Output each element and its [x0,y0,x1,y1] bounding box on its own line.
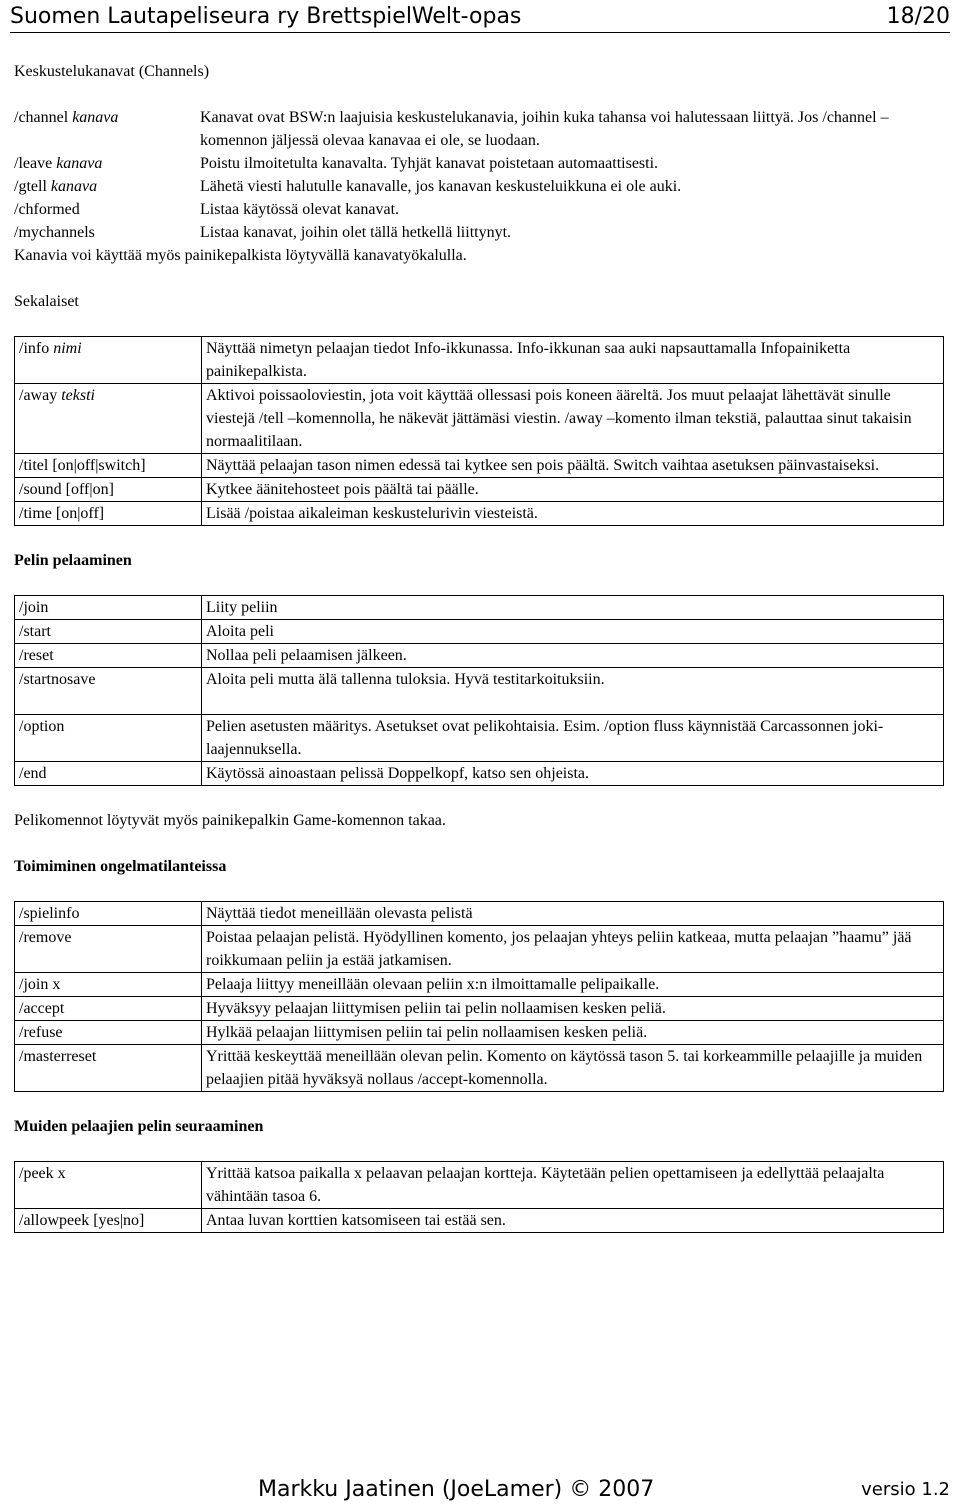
follow-table [14,1161,944,1233]
command-arg: kanava [56,155,103,172]
table-row [15,596,944,620]
description-cell: Listaa käytössä olevat kanavat. [200,201,400,218]
table-row [15,715,944,762]
description-cell: Näyttää pelaajan tason nimen edessä tai kytkee sen pois päältä. Switch vaihtaa asetuksen päinvastaiseksi. [202,454,944,478]
command-cell: /away [19,387,58,404]
description-cell: Käytössä ainoastaan pelissä Doppelkopf, katso sen ohjeista. [202,762,944,786]
table-row [15,1045,944,1092]
description-cell: Pelien asetusten määritys. Asetukset ovat pelikohtaisia. Esim. /option fluss käynnistää Carcassonnen joki-laajennuksella. [202,715,944,762]
command-cell: /remove [15,926,202,973]
page-number: 18/20 [886,3,950,29]
description-cell: Aloita peli [202,620,944,644]
command-cell: /peek x [15,1162,202,1209]
description-cell: Näyttää tiedot meneillään olevasta pelistä [202,902,944,926]
command-cell: /masterreset [15,1045,202,1092]
description-cell: Antaa luvan korttien katsomiseen tai estää sen. [202,1209,944,1233]
command-cell: /join x [15,973,202,997]
table-row [15,762,944,786]
description-cell: Hylkää pelaajan liittymisen peliin tai pelin nollaamisen kesken peliä. [202,1021,944,1045]
section-title-trouble: Toimiminen ongelmatilanteissa [14,858,227,875]
command-cell: /info [19,340,50,357]
command-cell: /allowpeek [yes|no] [15,1209,202,1233]
command-cell: /chformed [14,201,80,218]
play-note: Pelikomennot löytyvät myös painikepalkin Game-komennon takaa. [14,812,446,829]
description-cell: Nollaa peli pelaamisen jälkeen. [202,644,944,668]
description-cell: Lisää /poistaa aikaleiman keskustelurivin viesteistä. [202,502,944,526]
channels-table [14,106,944,244]
description-cell: Kytkee äänitehosteet pois päältä tai päälle. [202,478,944,502]
description-cell: Poistaa pelaajan pelistä. Hyödyllinen komento, jos pelaajan yhteys peliin katkeaa, mutta pelaajan ”haamu” jää roikkumaan peliin ja estää jatkamisen. [202,926,944,973]
header-title: Suomen Lautapeliseura ry BrettspielWelt-opas [10,3,522,29]
command-cell: /end [15,762,202,786]
footer-author: Markku Jaatinen (JoeLamer) © 2007 [258,1476,655,1502]
description-cell: Kanavat ovat BSW:n laajuisia keskustelukanavia, joihin kuka tahansa voi halutessaan liittyä. Jos /channel –komennon jäljessä olevaa kanavaa ei ole, se luodaan. [200,109,889,149]
description-cell: Aloita peli mutta älä tallenna tuloksia. Hyvä testitarkoituksiin. [202,668,944,715]
command-cell: /join [15,596,202,620]
table-row [15,1209,944,1233]
command-cell: /reset [15,644,202,668]
section-title-follow: Muiden pelaajien pelin seuraaminen [14,1118,264,1135]
command-cell: /mychannels [14,224,95,241]
footer-version: versio 1.2 [861,1478,950,1500]
play-table [14,595,944,786]
table-row [15,1021,944,1045]
description-cell: Pelaaja liittyy meneillään olevaan peliin x:n ilmoittamalle pelipaikalle. [202,973,944,997]
command-arg: kanava [50,178,98,195]
description-cell: Poistu ilmoitetulta kanavalta. Tyhjät kanavat poistetaan automaattisesti. [200,155,659,172]
table-row [14,152,944,175]
command-cell: /channel [14,109,69,126]
table-row [15,1162,944,1209]
table-row [15,668,944,715]
description-cell: Listaa kanavat, joihin olet tällä hetkellä liittynyt. [200,224,512,241]
command-cell: /refuse [15,1021,202,1045]
command-cell: /spielinfo [15,902,202,926]
description-cell: Yrittää keskeyttää meneillään olevan pelin. Komento on käytössä tason 5. tai korkeammille pelaajille ja muiden pelaajien pitää hyväksyä nollaus /accept-komennolla. [202,1045,944,1092]
description-cell: Hyväksyy pelaajan liittymisen peliin tai pelin nollaamisen kesken peliä. [202,997,944,1021]
command-cell: /accept [15,997,202,1021]
description-cell: Aktivoi poissaoloviestin, jota voit käyttää ollessasi pois koneen ääreltä. Jos muut pelaajat lähettävät sinulle viestejä /tell –komennolla, he näkevät jättämäsi viestin. /away –komento ilman tekstiä, palauttaa sinut takaisin normaalitilaan. [202,384,944,454]
table-row [15,620,944,644]
description-cell: Lähetä viesti halutulle kanavalle, jos kanavan keskusteluikkuna ei ole auki. [200,178,682,195]
description-cell: Näyttää nimetyn pelaajan tiedot Info-ikkunassa. Info-ikkunan saa auki napsauttamalla Infopainiketta painikepalkista. [202,337,944,384]
table-row [15,337,944,384]
table-row [15,478,944,502]
description-cell: Yrittää katsoa paikalla x pelaavan pelaajan kortteja. Käytetään pelien opettamiseen ja edellyttää pelaajalta vähintään tasoa 6. [202,1162,944,1209]
command-cell: /time [on|off] [15,502,202,526]
table-row [14,106,944,152]
page-footer [258,1474,950,1504]
command-arg: teksti [61,387,95,404]
command-cell: /option [15,715,202,762]
content [14,60,948,1233]
table-row [15,454,944,478]
command-cell: /start [15,620,202,644]
table-row [15,384,944,454]
command-cell: /sound [off|on] [15,478,202,502]
table-row [15,997,944,1021]
table-row [15,973,944,997]
command-arg: kanava [72,109,119,126]
description-cell: Liity peliin [202,596,944,620]
table-row [15,644,944,668]
misc-table [14,336,944,526]
command-cell: /gtell [14,178,47,195]
trouble-table [14,901,944,1092]
page-header [10,0,950,33]
table-row [14,221,944,244]
table-row [14,175,944,198]
channels-note: Kanavia voi käyttää myös painikepalkista löytyvällä kanavatyökalulla. [14,247,467,264]
command-cell: /titel [on|off|switch] [15,454,202,478]
table-row [15,902,944,926]
section-title-play: Pelin pelaaminen [14,552,132,569]
table-row [15,926,944,973]
command-cell: /leave [14,155,53,172]
table-row [15,502,944,526]
command-cell: /startnosave [15,668,202,715]
table-row [14,198,944,221]
section-title-channels: Keskustelukanavat (Channels) [14,63,210,80]
section-title-misc: Sekalaiset [14,293,79,310]
command-arg: nimi [53,340,82,357]
